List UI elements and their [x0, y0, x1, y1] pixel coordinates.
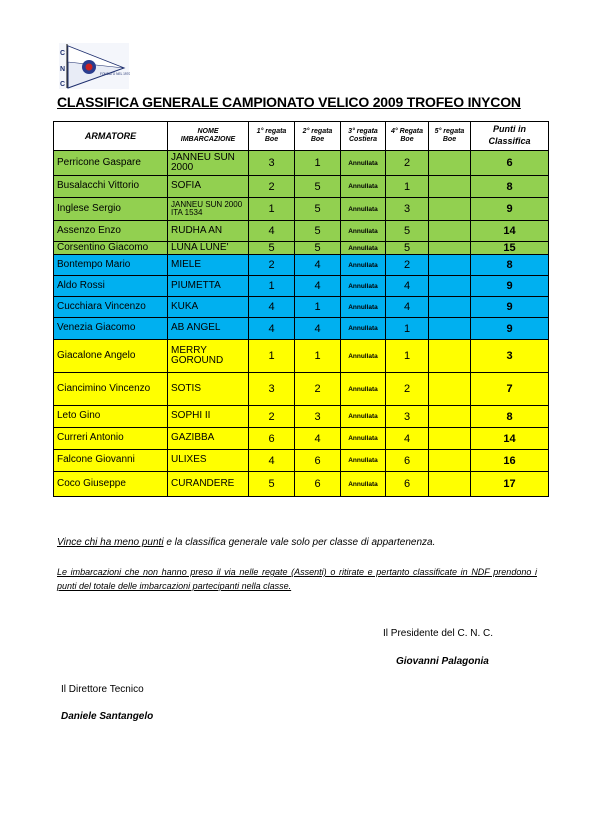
- imbarcazione-cell: JANNEU SUN 2000 ITA 1534: [168, 198, 249, 221]
- direttore-title: Il Direttore Tecnico: [61, 684, 144, 695]
- punti-cell: 14: [471, 428, 549, 450]
- regata-2-cell: 4: [295, 276, 341, 297]
- regata-4-cell: 4: [386, 428, 429, 450]
- regata-3-cell: Annullata: [341, 472, 386, 497]
- regata-4-cell: 6: [386, 472, 429, 497]
- regata-1-cell: 2: [249, 255, 295, 276]
- regata-5-cell: [429, 242, 471, 255]
- regata-3-cell: Annullata: [341, 450, 386, 472]
- regata-1-cell: 4: [249, 318, 295, 340]
- regata-4-cell: 1: [386, 318, 429, 340]
- armatore-cell: Bontempo Mario: [54, 255, 168, 276]
- regata-3-cell: Annullata: [341, 176, 386, 198]
- regata-5-cell: [429, 255, 471, 276]
- imbarcazione-cell: MERRY GOROUND: [168, 340, 249, 373]
- ndf-note: Le imbarcazioni che non hanno preso il via nelle regate (Assenti) o ritirate e pertanto classificate in NDF prendono i punti del totale delle imbarcazioni partecipanti nella classe.: [57, 567, 537, 591]
- imbarcazione-cell: KUKA: [168, 297, 249, 318]
- armatore-cell: Perricone Gaspare: [54, 151, 168, 176]
- regata-4-cell: 2: [386, 151, 429, 176]
- regata-3-cell: Annullata: [341, 406, 386, 428]
- regata-2-cell: 3: [295, 406, 341, 428]
- regata-5-cell: [429, 373, 471, 406]
- table-row: [54, 472, 549, 497]
- imbarcazione-cell: CURANDERE: [168, 472, 249, 497]
- imbarcazione-cell: JANNEU SUN 2000: [168, 151, 249, 176]
- rule-note-rest: e la classifica generale vale solo per classe di appartenenza.: [166, 537, 436, 548]
- regata-2-cell: 5: [295, 242, 341, 255]
- table-row: [54, 450, 549, 472]
- regata-5-cell: [429, 406, 471, 428]
- regata-5-cell: [429, 297, 471, 318]
- header-regata-5: 5° regata Boe: [429, 122, 471, 151]
- header-nome-imbarcazione: NOME IMBARCAZIONE: [168, 122, 249, 151]
- punti-cell: 3: [471, 340, 549, 373]
- punti-cell: 8: [471, 176, 549, 198]
- regata-2-cell: 4: [295, 318, 341, 340]
- table-header-row: [54, 122, 549, 151]
- regata-3-cell: Annullata: [341, 340, 386, 373]
- armatore-cell: Coco Giuseppe: [54, 472, 168, 497]
- logo-letter-c2: C: [60, 81, 66, 88]
- regata-5-cell: [429, 340, 471, 373]
- armatore-cell: Giacalone Angelo: [54, 340, 168, 373]
- regata-4-cell: 5: [386, 242, 429, 255]
- regata-1-cell: 4: [249, 297, 295, 318]
- regata-4-cell: 2: [386, 255, 429, 276]
- regata-5-cell: [429, 176, 471, 198]
- imbarcazione-cell: MIELE: [168, 255, 249, 276]
- table-row: [54, 198, 549, 221]
- logo-caption: FONDATO NEL 1970: [100, 72, 130, 76]
- armatore-cell: Ciancimino Vincenzo: [54, 373, 168, 406]
- regata-3-cell: Annullata: [341, 428, 386, 450]
- regata-3-cell: Annullata: [341, 297, 386, 318]
- table-row: [54, 428, 549, 450]
- armatore-cell: Curreri Antonio: [54, 428, 168, 450]
- punti-cell: 15: [471, 242, 549, 255]
- regata-1-cell: 2: [249, 406, 295, 428]
- imbarcazione-cell: PIUMETTA: [168, 276, 249, 297]
- regata-2-cell: 4: [295, 255, 341, 276]
- presidente-name: Giovanni Palagonia: [396, 656, 489, 667]
- regata-1-cell: 5: [249, 242, 295, 255]
- regata-4-cell: 3: [386, 406, 429, 428]
- table-row: [54, 221, 549, 242]
- page-title: CLASSIFICA GENERALE CAMPIONATO VELICO 2009 TROFEO INYCON: [57, 94, 521, 110]
- regata-2-cell: 1: [295, 297, 341, 318]
- header-regata-3: 3° regata Costiera: [341, 122, 386, 151]
- table-row: [54, 373, 549, 406]
- imbarcazione-cell: SOTIS: [168, 373, 249, 406]
- header-armatore: ARMATORE: [54, 122, 168, 151]
- imbarcazione-cell: RUDHA AN: [168, 221, 249, 242]
- regata-2-cell: 1: [295, 151, 341, 176]
- regata-2-cell: 5: [295, 221, 341, 242]
- armatore-cell: Venezia Giacomo: [54, 318, 168, 340]
- regata-2-cell: 6: [295, 472, 341, 497]
- rule-note-underlined: Vince chi ha meno punti: [57, 537, 164, 548]
- regata-5-cell: [429, 151, 471, 176]
- presidente-title: Il Presidente del C. N. C.: [383, 628, 494, 639]
- results-table: [53, 121, 549, 497]
- regata-5-cell: [429, 428, 471, 450]
- header-regata-2: 2° regata Boe: [295, 122, 341, 151]
- regata-4-cell: 5: [386, 221, 429, 242]
- regata-3-cell: Annullata: [341, 221, 386, 242]
- regata-1-cell: 4: [249, 450, 295, 472]
- table-row: [54, 276, 549, 297]
- table-row: [54, 340, 549, 373]
- header-regata-4: 4° Regata Boe: [386, 122, 429, 151]
- logo-letter-c1: C: [60, 50, 66, 57]
- regata-1-cell: 1: [249, 276, 295, 297]
- punti-cell: 7: [471, 373, 549, 406]
- regata-4-cell: 4: [386, 276, 429, 297]
- punti-cell: 9: [471, 276, 549, 297]
- regata-3-cell: Annullata: [341, 276, 386, 297]
- punti-cell: 9: [471, 297, 549, 318]
- imbarcazione-cell: GAZIBBA: [168, 428, 249, 450]
- regata-4-cell: 4: [386, 297, 429, 318]
- rule-note: [57, 537, 435, 548]
- armatore-cell: Leto Gino: [54, 406, 168, 428]
- imbarcazione-cell: LUNA LUNE': [168, 242, 249, 255]
- regata-5-cell: [429, 450, 471, 472]
- regata-4-cell: 1: [386, 340, 429, 373]
- regata-1-cell: 3: [249, 373, 295, 406]
- regata-1-cell: 2: [249, 176, 295, 198]
- regata-3-cell: Annullata: [341, 198, 386, 221]
- punti-cell: 8: [471, 406, 549, 428]
- regata-2-cell: 6: [295, 450, 341, 472]
- regata-2-cell: 4: [295, 428, 341, 450]
- table-row: [54, 255, 549, 276]
- punti-cell: 9: [471, 318, 549, 340]
- imbarcazione-cell: SOFIA: [168, 176, 249, 198]
- header-regata-1: 1° regata Boe: [249, 122, 295, 151]
- regata-3-cell: Annullata: [341, 373, 386, 406]
- regata-2-cell: 1: [295, 340, 341, 373]
- regata-4-cell: 1: [386, 176, 429, 198]
- regata-5-cell: [429, 318, 471, 340]
- regata-4-cell: 3: [386, 198, 429, 221]
- regata-5-cell: [429, 221, 471, 242]
- regata-4-cell: 6: [386, 450, 429, 472]
- armatore-cell: Busalacchi Vittorio: [54, 176, 168, 198]
- regata-4-cell: 2: [386, 373, 429, 406]
- regata-1-cell: 6: [249, 428, 295, 450]
- regata-1-cell: 1: [249, 340, 295, 373]
- armatore-cell: Corsentino Giacomo: [54, 242, 168, 255]
- armatore-cell: Cucchiara Vincenzo: [54, 297, 168, 318]
- armatore-cell: Aldo Rossi: [54, 276, 168, 297]
- regata-5-cell: [429, 472, 471, 497]
- table-row: [54, 297, 549, 318]
- punti-cell: 17: [471, 472, 549, 497]
- punti-cell: 16: [471, 450, 549, 472]
- club-logo: [58, 42, 130, 90]
- regata-3-cell: Annullata: [341, 242, 386, 255]
- regata-1-cell: 4: [249, 221, 295, 242]
- table-row: [54, 176, 549, 198]
- punti-cell: 8: [471, 255, 549, 276]
- armatore-cell: Inglese Sergio: [54, 198, 168, 221]
- imbarcazione-cell: SOPHI II: [168, 406, 249, 428]
- punti-cell: 9: [471, 198, 549, 221]
- punti-cell: 6: [471, 151, 549, 176]
- armatore-cell: Assenzo Enzo: [54, 221, 168, 242]
- header-punti: Punti in Classifica: [471, 122, 549, 151]
- regata-1-cell: 3: [249, 151, 295, 176]
- table-row: [54, 318, 549, 340]
- table-row: [54, 242, 549, 255]
- regata-3-cell: Annullata: [341, 318, 386, 340]
- regata-2-cell: 5: [295, 198, 341, 221]
- regata-5-cell: [429, 198, 471, 221]
- regata-2-cell: 2: [295, 373, 341, 406]
- punti-cell: 14: [471, 221, 549, 242]
- direttore-name: Daniele Santangelo: [61, 711, 154, 722]
- regata-3-cell: Annullata: [341, 255, 386, 276]
- regata-3-cell: Annullata: [341, 151, 386, 176]
- regata-5-cell: [429, 276, 471, 297]
- armatore-cell: Falcone Giovanni: [54, 450, 168, 472]
- logo-letter-n: N: [60, 66, 66, 73]
- regata-1-cell: 5: [249, 472, 295, 497]
- table-row: [54, 406, 549, 428]
- table-row: [54, 151, 549, 176]
- imbarcazione-cell: AB ANGEL: [168, 318, 249, 340]
- regata-1-cell: 1: [249, 198, 295, 221]
- imbarcazione-cell: ULIXES: [168, 450, 249, 472]
- regata-2-cell: 5: [295, 176, 341, 198]
- results-body: [54, 151, 549, 497]
